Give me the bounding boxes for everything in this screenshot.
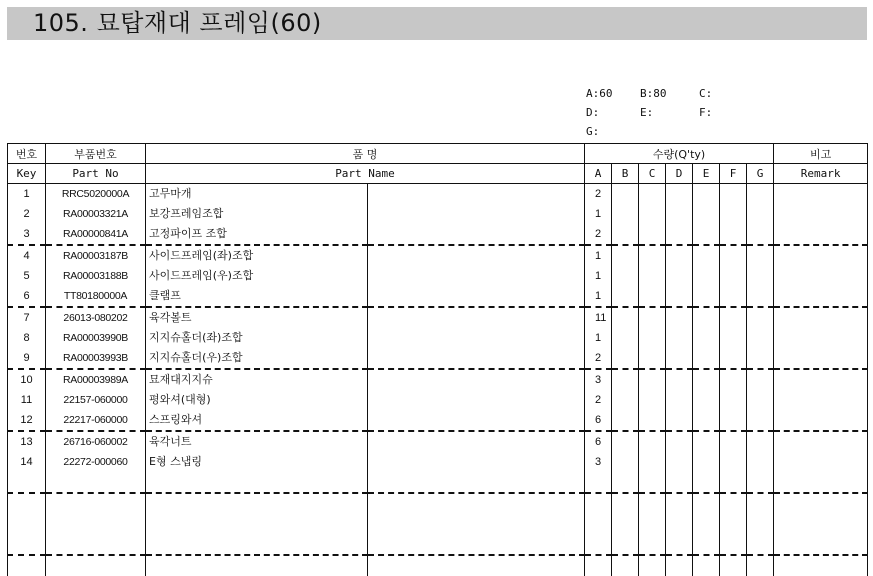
table-row	[8, 245, 868, 266]
row-qty-g	[747, 410, 774, 431]
row-part-name-extra	[368, 348, 585, 369]
row-qty-e	[693, 266, 720, 286]
page-title: 105. 묘탑재대 프레임(60)	[33, 9, 322, 37]
header-name-en: Part Name	[146, 164, 585, 184]
variant-b: B:80	[640, 87, 667, 100]
row-qty-e	[693, 224, 720, 245]
row-part-name: 고정파이프 조합	[146, 224, 368, 245]
row-qty-b	[612, 328, 639, 348]
row-remark	[774, 204, 868, 224]
row-remark	[774, 245, 868, 266]
row-part-name: 클램프	[146, 286, 368, 307]
table-row	[8, 204, 868, 224]
row-key: 14	[8, 452, 46, 472]
row-qty-e	[693, 204, 720, 224]
row-qty-g	[747, 204, 774, 224]
table-row	[8, 410, 868, 431]
header-remark-ko: 비고	[774, 144, 868, 164]
row-part-name: 사이드프레임(좌)조합	[146, 245, 368, 266]
row-part-name: 지지슈홀더(좌)조합	[146, 328, 368, 348]
row-qty-g	[747, 328, 774, 348]
row-qty-g	[747, 184, 774, 205]
row-key: 8	[8, 328, 46, 348]
row-key: 9	[8, 348, 46, 369]
table-row	[8, 286, 868, 307]
row-qty-d	[666, 224, 693, 245]
row-part-no: RA00003321A	[46, 204, 146, 224]
row-qty-e	[693, 307, 720, 328]
title-bar	[7, 7, 867, 40]
row-qty-g	[747, 431, 774, 452]
row-qty-g	[747, 245, 774, 266]
row-qty-c	[639, 431, 666, 452]
row-remark	[774, 266, 868, 286]
row-part-no: RRC5020000A	[46, 184, 146, 205]
header-partno-en: Part No	[46, 164, 146, 184]
row-qty-a: 1	[585, 266, 612, 286]
header-qty-g: G	[747, 164, 774, 184]
row-qty-a: 1	[585, 204, 612, 224]
row-qty-g	[747, 224, 774, 245]
row-part-name: 사이드프레임(우)조합	[146, 266, 368, 286]
row-remark	[774, 390, 868, 410]
row-qty-c	[639, 224, 666, 245]
table-row	[8, 431, 868, 452]
table-row-empty	[8, 493, 868, 514]
row-qty-b	[612, 390, 639, 410]
row-qty-b	[612, 204, 639, 224]
row-qty-e	[693, 452, 720, 472]
row-remark	[774, 307, 868, 328]
row-part-no: RA00000841A	[46, 224, 146, 245]
row-qty-f	[720, 224, 747, 245]
header-qty-c: C	[639, 164, 666, 184]
row-qty-f	[720, 348, 747, 369]
header-qty-d: D	[666, 164, 693, 184]
row-qty-c	[639, 204, 666, 224]
row-qty-b	[612, 410, 639, 431]
row-part-name: 육각너트	[146, 431, 368, 452]
row-part-name: 육각볼트	[146, 307, 368, 328]
row-qty-c	[639, 286, 666, 307]
row-qty-a: 6	[585, 410, 612, 431]
row-qty-f	[720, 266, 747, 286]
row-qty-d	[666, 184, 693, 205]
row-remark	[774, 410, 868, 431]
row-part-name-extra	[368, 390, 585, 410]
row-key: 12	[8, 410, 46, 431]
table-row-empty	[8, 534, 868, 555]
row-qty-a: 1	[585, 286, 612, 307]
row-part-no: 26013-080202	[46, 307, 146, 328]
table-row-empty	[8, 555, 868, 576]
row-qty-a: 2	[585, 224, 612, 245]
row-qty-a: 3	[585, 369, 612, 390]
row-qty-d	[666, 266, 693, 286]
row-qty-f	[720, 307, 747, 328]
row-remark	[774, 348, 868, 369]
row-qty-f	[720, 369, 747, 390]
row-key: 7	[8, 307, 46, 328]
table-row	[8, 369, 868, 390]
header-qty-f: F	[720, 164, 747, 184]
row-key: 1	[8, 184, 46, 205]
row-qty-e	[693, 369, 720, 390]
row-remark	[774, 369, 868, 390]
row-key: 11	[8, 390, 46, 410]
row-qty-c	[639, 184, 666, 205]
row-remark	[774, 224, 868, 245]
row-qty-d	[666, 431, 693, 452]
row-qty-d	[666, 410, 693, 431]
row-qty-f	[720, 184, 747, 205]
variant-a: A:60	[586, 87, 613, 100]
row-part-no: RA00003990B	[46, 328, 146, 348]
header-partno-ko: 부품번호	[46, 144, 146, 164]
row-part-name-extra	[368, 224, 585, 245]
row-part-name-extra	[368, 286, 585, 307]
row-qty-d	[666, 348, 693, 369]
row-part-name: 묘재대지지슈	[146, 369, 368, 390]
row-qty-f	[720, 390, 747, 410]
row-part-name-extra	[368, 452, 585, 472]
row-qty-f	[720, 328, 747, 348]
row-qty-b	[612, 452, 639, 472]
row-qty-e	[693, 328, 720, 348]
row-part-name: 스프링와셔	[146, 410, 368, 431]
variant-f: F:	[699, 106, 713, 119]
header-name-ko: 품 명	[146, 144, 585, 164]
row-qty-b	[612, 266, 639, 286]
variant-d: D:	[586, 106, 600, 119]
row-qty-e	[693, 390, 720, 410]
table-row-empty	[8, 472, 868, 493]
row-key: 2	[8, 204, 46, 224]
row-remark	[774, 286, 868, 307]
header-qty-b: B	[612, 164, 639, 184]
row-qty-f	[720, 204, 747, 224]
row-qty-g	[747, 390, 774, 410]
variant-c: C:	[699, 87, 713, 100]
row-remark	[774, 328, 868, 348]
row-qty-e	[693, 410, 720, 431]
row-part-name: 지지슈홀더(우)조합	[146, 348, 368, 369]
row-part-name-extra	[368, 369, 585, 390]
row-part-name-extra	[368, 245, 585, 266]
row-qty-c	[639, 452, 666, 472]
row-qty-d	[666, 390, 693, 410]
row-qty-f	[720, 431, 747, 452]
row-qty-a: 1	[585, 328, 612, 348]
row-qty-g	[747, 369, 774, 390]
header-qty-e: E	[693, 164, 720, 184]
row-part-no: 26716-060002	[46, 431, 146, 452]
row-key: 13	[8, 431, 46, 452]
row-qty-f	[720, 286, 747, 307]
row-qty-c	[639, 390, 666, 410]
table-row	[8, 266, 868, 286]
row-qty-b	[612, 224, 639, 245]
row-qty-a: 11	[585, 307, 612, 328]
variant-e: E:	[640, 106, 654, 119]
row-remark	[774, 452, 868, 472]
variant-g: G:	[586, 125, 600, 138]
row-key: 6	[8, 286, 46, 307]
row-qty-a: 2	[585, 184, 612, 205]
table-row	[8, 224, 868, 245]
table-row	[8, 307, 868, 328]
row-part-name: 고무마개	[146, 184, 368, 205]
row-part-name-extra	[368, 328, 585, 348]
row-remark	[774, 431, 868, 452]
row-part-no: RA00003188B	[46, 266, 146, 286]
row-qty-b	[612, 348, 639, 369]
row-qty-d	[666, 204, 693, 224]
header-row-english	[8, 164, 868, 184]
row-qty-c	[639, 369, 666, 390]
row-qty-b	[612, 431, 639, 452]
table-row	[8, 452, 868, 472]
row-qty-b	[612, 245, 639, 266]
row-qty-d	[666, 245, 693, 266]
row-qty-e	[693, 431, 720, 452]
row-part-no: 22157-060000	[46, 390, 146, 410]
row-qty-e	[693, 286, 720, 307]
row-qty-c	[639, 266, 666, 286]
header-key-ko: 번호	[8, 144, 46, 164]
row-key: 5	[8, 266, 46, 286]
row-part-name-extra	[368, 410, 585, 431]
row-qty-f	[720, 452, 747, 472]
row-qty-e	[693, 348, 720, 369]
row-part-no: 22272-000060	[46, 452, 146, 472]
row-qty-f	[720, 410, 747, 431]
header-qty: 수량(Q'ty)	[585, 144, 774, 164]
header-remark-en: Remark	[774, 164, 868, 184]
row-part-no: TT80180000A	[46, 286, 146, 307]
row-part-name-extra	[368, 184, 585, 205]
row-qty-b	[612, 184, 639, 205]
row-qty-g	[747, 307, 774, 328]
row-part-name: E형 스냅링	[146, 452, 368, 472]
row-qty-e	[693, 184, 720, 205]
row-qty-d	[666, 286, 693, 307]
row-key: 3	[8, 224, 46, 245]
row-qty-c	[639, 245, 666, 266]
row-key: 4	[8, 245, 46, 266]
row-qty-c	[639, 307, 666, 328]
row-qty-d	[666, 307, 693, 328]
row-part-no: RA00003993B	[46, 348, 146, 369]
header-row-korean	[8, 144, 868, 164]
table-row	[8, 184, 868, 205]
row-part-name: 평와셔(대형)	[146, 390, 368, 410]
row-qty-c	[639, 328, 666, 348]
table-row	[8, 328, 868, 348]
row-qty-a: 2	[585, 348, 612, 369]
row-qty-c	[639, 410, 666, 431]
table-row	[8, 390, 868, 410]
row-part-no: 22217-060000	[46, 410, 146, 431]
row-part-name-extra	[368, 431, 585, 452]
row-qty-e	[693, 245, 720, 266]
table-row	[8, 348, 868, 369]
row-qty-a: 2	[585, 390, 612, 410]
row-part-name-extra	[368, 204, 585, 224]
row-qty-f	[720, 245, 747, 266]
row-qty-b	[612, 369, 639, 390]
row-qty-g	[747, 266, 774, 286]
parts-table	[7, 143, 868, 576]
row-part-name: 보강프레임조합	[146, 204, 368, 224]
row-remark	[774, 184, 868, 205]
row-qty-d	[666, 328, 693, 348]
row-part-name-extra	[368, 266, 585, 286]
header-key-en: Key	[8, 164, 46, 184]
row-qty-d	[666, 369, 693, 390]
row-qty-a: 6	[585, 431, 612, 452]
row-part-no: RA00003187B	[46, 245, 146, 266]
row-qty-b	[612, 307, 639, 328]
row-qty-a: 3	[585, 452, 612, 472]
row-qty-b	[612, 286, 639, 307]
row-qty-d	[666, 452, 693, 472]
row-qty-g	[747, 286, 774, 307]
row-part-name-extra	[368, 307, 585, 328]
header-qty-a: A	[585, 164, 612, 184]
row-key: 10	[8, 369, 46, 390]
row-qty-c	[639, 348, 666, 369]
row-part-no: RA00003989A	[46, 369, 146, 390]
row-qty-g	[747, 452, 774, 472]
row-qty-g	[747, 348, 774, 369]
row-qty-a: 1	[585, 245, 612, 266]
table-row-empty	[8, 514, 868, 534]
